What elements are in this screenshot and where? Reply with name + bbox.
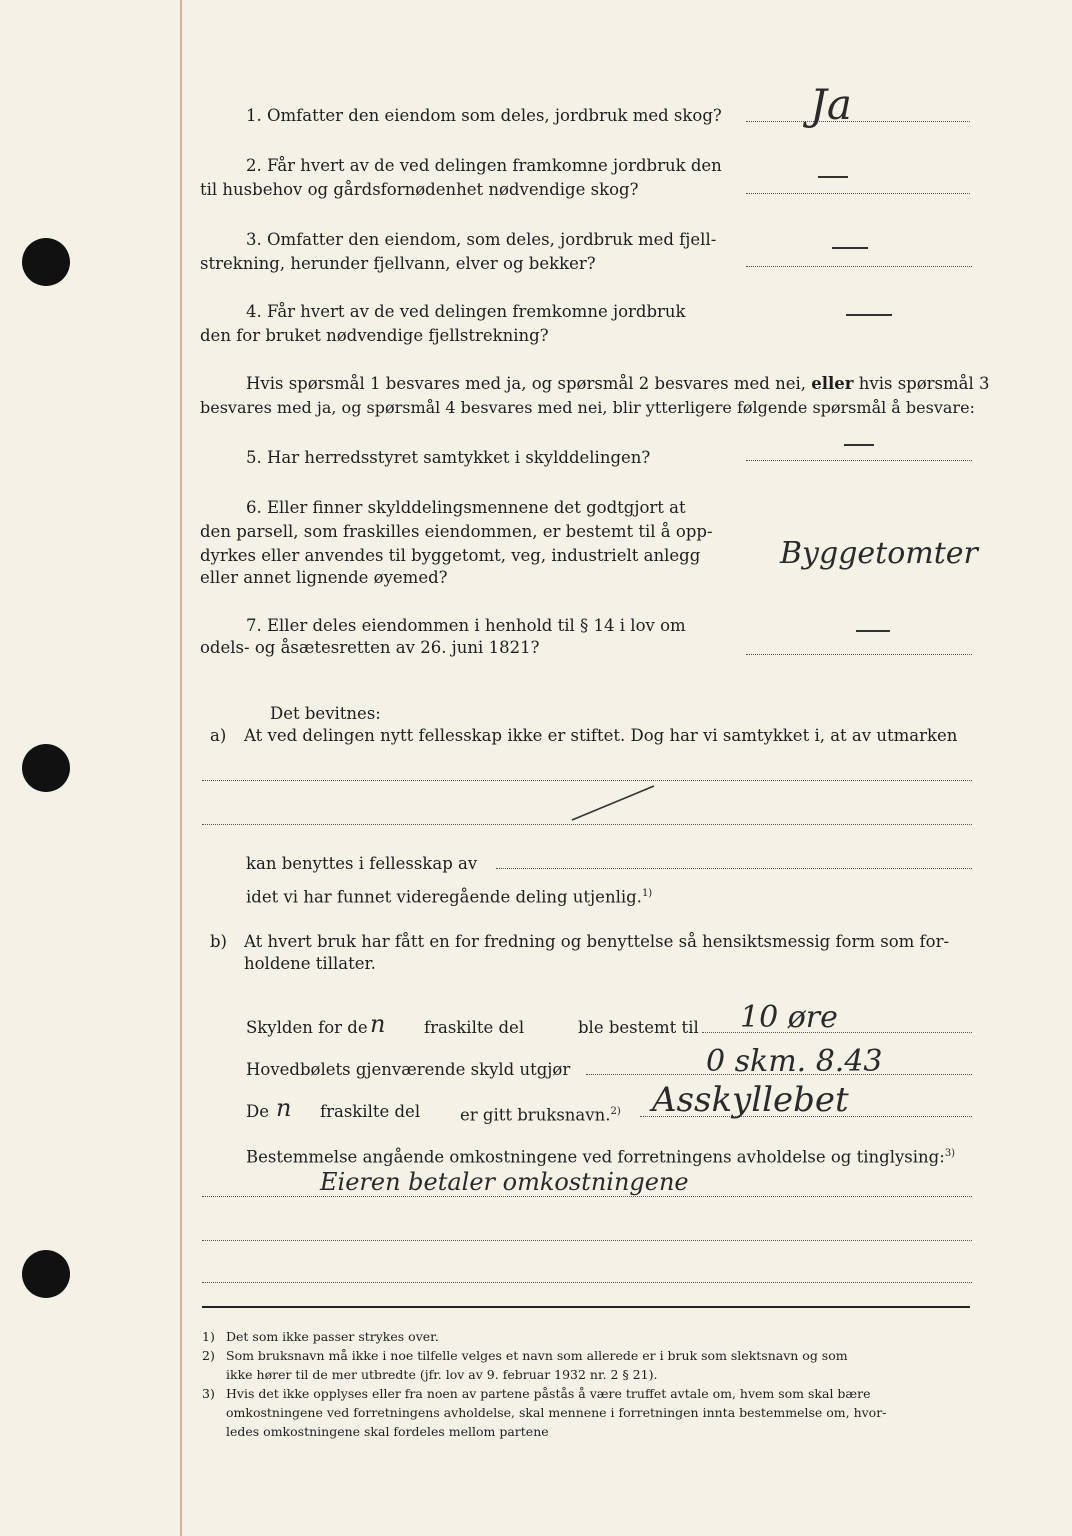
- answer-5-dash: [844, 444, 874, 446]
- answer-line-5: [746, 460, 972, 461]
- attest-b-text-2: holdene tillater.: [244, 954, 376, 973]
- conditional-intro-line-1: Hvis spørsmål 1 besvares med ja, og spørsmål 2 besvares med nei, eller hvis spørsmål 3: [246, 374, 990, 393]
- question-4-line-1: 4. Får hvert av de ved delingen fremkomne jordbruk: [246, 302, 686, 321]
- answer-3-dash: [832, 247, 868, 249]
- question-6-line-1: 6. Eller finner skylddelingsmennene det godtgjort at: [246, 498, 686, 517]
- answer-line-7: [746, 654, 972, 655]
- footnote-2-mark: 2): [202, 1348, 215, 1363]
- footnote-3-line-1: Hvis det ikke opplyses eller fra noen av partene påstås å være truffet avtale om, hvem som skal bære: [226, 1386, 871, 1401]
- attest-a-text: At ved delingen nytt fellesskap ikke er stiftet. Dog har vi samtykket i, at av utmarken: [244, 726, 958, 745]
- punch-hole: [22, 238, 70, 286]
- footnote-1-line-1: Det som ikke passer strykes over.: [226, 1329, 439, 1344]
- skyld-label-1: Skylden for de: [246, 1018, 368, 1037]
- punch-hole: [22, 744, 70, 792]
- navn-value-handwriting: Asskyllebet: [652, 1080, 849, 1120]
- question-5-line-1: 5. Har herredsstyret samtykket i skylddelingen?: [246, 448, 651, 467]
- bestemmelse-value-handwriting: Eieren betaler omkostningene: [320, 1168, 689, 1196]
- navn-label-2: fraskilte del: [320, 1102, 421, 1121]
- skyld-label-3: ble bestemt til: [578, 1018, 699, 1037]
- question-6-line-4: eller annet lignende øyemed?: [200, 568, 448, 587]
- bestemmelse-line-2: [202, 1240, 972, 1241]
- answer-line-3: [746, 266, 972, 267]
- answer-line-2: [746, 193, 970, 194]
- skyld-handwritten-n: n: [370, 1010, 386, 1038]
- answer-7-dash: [856, 630, 890, 632]
- attest-b-label: b): [210, 932, 227, 951]
- question-2-line-1: 2. Får hvert av de ved delingen framkomne jordbruk den: [246, 156, 722, 175]
- question-2-line-2: til husbehov og gårdsfornødenhet nødvendige skog?: [200, 180, 639, 199]
- answer-line-1: [746, 121, 970, 122]
- attest-a-label: a): [210, 726, 227, 745]
- bestemmelse-label: Bestemmelse angående omkostningene ved forretningens avholdelse og tinglysing:$^{3)}$: [246, 1147, 956, 1167]
- punch-hole: [22, 1250, 70, 1298]
- cancel-stroke: [568, 780, 660, 824]
- bestemmelse-line-1: [202, 1196, 972, 1197]
- hoved-value-handwriting: 0 skm. 8.43: [706, 1044, 883, 1079]
- attest-a-line-3: kan benyttes i fellesskap av: [246, 854, 478, 873]
- question-6-line-2: den parsell, som fraskilles eiendommen, er bestemt til å opp-: [200, 522, 713, 541]
- footnote-2-line-1: Som bruksnavn må ikke i noe tilfelle velges et navn som allerede er i bruk som slektsnavn og som: [226, 1348, 848, 1363]
- answer-4-dash: [846, 314, 892, 316]
- navn-handwritten-n: n: [276, 1094, 292, 1122]
- question-3-line-2: strekning, herunder fjellvann, elver og bekker?: [200, 254, 596, 273]
- skyld-label-2: fraskilte del: [424, 1018, 525, 1037]
- footnote-1-mark: 1): [202, 1329, 215, 1344]
- fill-line-a2: [202, 824, 972, 825]
- footnote-3-line-2: omkostningene ved forretningens avholdelse, skal mennene i forretningen innta bestemmelse om, hvor-: [226, 1405, 887, 1420]
- footnote-3-mark: 3): [202, 1386, 215, 1401]
- attest-a-line-4: idet vi har funnet videregående deling utjenlig.$^{1)}$: [246, 887, 653, 907]
- footnote-rule: [202, 1306, 970, 1308]
- hoved-label: Hovedbølets gjenværende skyld utgjør: [246, 1060, 571, 1079]
- attest-b-text-1: At hvert bruk har fått en for fredning og benyttelse så hensiktsmessig form som for-: [244, 932, 950, 951]
- navn-label-1: De: [246, 1102, 269, 1121]
- answer-2-dash: [818, 176, 848, 178]
- question-4-line-2: den for bruket nødvendige fjellstrekning?: [200, 326, 549, 345]
- conditional-intro-line-2: besvares med ja, og spørsmål 4 besvares med nei, blir ytterligere følgende spørsmål å besvare:: [200, 398, 975, 417]
- question-7-line-1: 7. Eller deles eiendommen i henhold til § 14 i lov om: [246, 616, 686, 635]
- bestemmelse-line-3: [202, 1282, 972, 1283]
- footnote-2-line-2: ikke hører til de mer utbredte (jfr. lov av 9. februar 1932 nr. 2 § 21).: [226, 1367, 658, 1382]
- footnote-3-line-3: ledes omkostningene skal fordeles mellom partene: [226, 1424, 549, 1439]
- question-3-line-1: 3. Omfatter den eiendom, som deles, jordbruk med fjell-: [246, 230, 717, 249]
- attest-heading: Det bevitnes:: [270, 704, 381, 723]
- question-7-line-2: odels- og åsætesretten av 26. juni 1821?: [200, 638, 540, 657]
- answer-6-handwriting: Byggetomter: [780, 536, 978, 571]
- answer-1-handwriting: Ja: [810, 80, 852, 129]
- fill-line-a3: [496, 868, 972, 869]
- navn-label-3: er gitt bruksnavn.$^{2)}$: [460, 1105, 621, 1125]
- question-6-line-3: dyrkes eller anvendes til byggetomt, veg, industrielt anlegg: [200, 546, 701, 565]
- question-1-line-1: 1. Omfatter den eiendom som deles, jordbruk med skog?: [246, 106, 722, 125]
- skyld-value-handwriting: 10 øre: [740, 1000, 838, 1035]
- margin-line: [180, 0, 182, 1536]
